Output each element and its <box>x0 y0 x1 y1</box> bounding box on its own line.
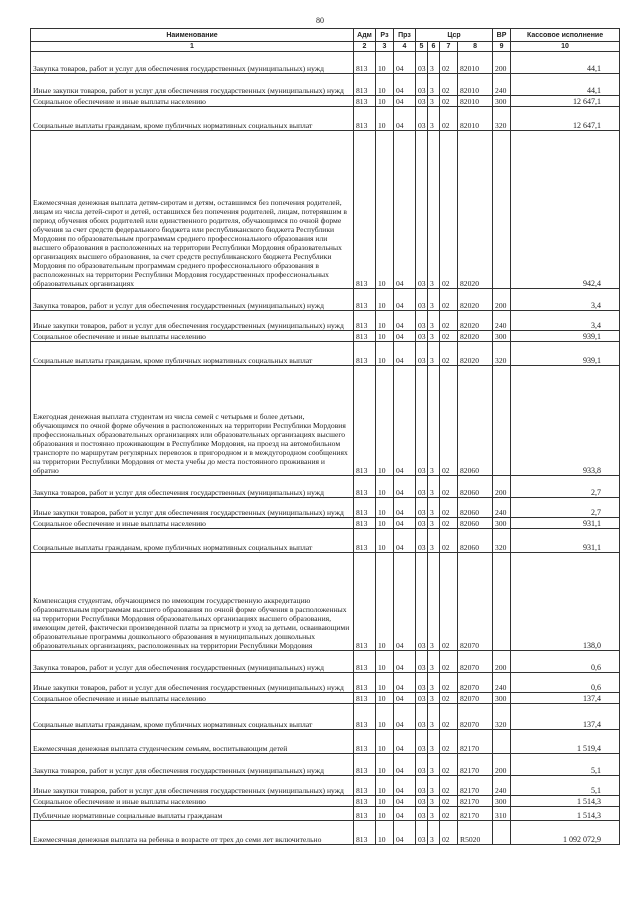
amount-value: 2,7 <box>511 476 620 498</box>
adm-code: 813 <box>354 730 376 754</box>
csr-subprogram: 3 <box>428 476 440 498</box>
csr-subprogram: 3 <box>428 96 440 107</box>
column-number: 10 <box>511 42 620 52</box>
table-row <box>31 289 620 311</box>
csr-direction: 82020 <box>458 342 493 366</box>
amount-value: 2,7 <box>511 498 620 518</box>
csr-event: 02 <box>440 796 458 807</box>
csr-subprogram: 3 <box>428 74 440 96</box>
csr-event: 02 <box>440 498 458 518</box>
vr-code: 200 <box>493 476 511 498</box>
table-row <box>31 74 620 96</box>
row-name: Ежемесячная денежная выплата детям-сиротам и детям, оставшимся без попечения родителей, лицам из числа детей-сирот и детей, оставшихся без попечения родителей, лицам, потерявшим в период обучения обоих родителей или единственного родителя, обучающимся по очной форме обучения за счет средств федерального бюджета или республиканского бюджета Республики Мордовия по образовательным программам среднего профессионального образования или высшего образования в расположенных на территории Республики Мордовия образовательных организациях высшего образования, за счет средств республиканского бюджета Республики Мордовия по образовательным программам среднего профессионального образования в расположенных на территории Республики Мордовия государственных профессиональных образовательных организациях <box>31 131 354 289</box>
amount-value: 931,1 <box>511 518 620 529</box>
vr-code <box>493 821 511 845</box>
csr-event: 02 <box>440 289 458 311</box>
vr-code <box>493 131 511 289</box>
csr-direction: 82060 <box>458 476 493 498</box>
rz-code: 10 <box>376 518 394 529</box>
csr-program: 03 <box>416 107 428 131</box>
csr-program: 03 <box>416 776 428 796</box>
column-number: 5 <box>416 42 428 52</box>
csr-event: 02 <box>440 754 458 776</box>
amount-value: 44,1 <box>511 52 620 74</box>
amount-value: 933,8 <box>511 366 620 476</box>
csr-direction: 82170 <box>458 796 493 807</box>
adm-code: 813 <box>354 96 376 107</box>
csr-direction: 82170 <box>458 776 493 796</box>
csr-direction: 82070 <box>458 553 493 651</box>
amount-value: 931,1 <box>511 529 620 553</box>
prz-code: 04 <box>394 821 416 845</box>
rz-code: 10 <box>376 796 394 807</box>
vr-code: 200 <box>493 289 511 311</box>
csr-event: 02 <box>440 342 458 366</box>
vr-code: 200 <box>493 754 511 776</box>
rz-code: 10 <box>376 673 394 693</box>
prz-code: 04 <box>394 518 416 529</box>
row-name: Ежемесячная денежная выплата на ребенка в возрасте от трех до семи лет включительно <box>31 821 354 845</box>
row-name: Закупка товаров, работ и услуг для обеспечения государственных (муниципальных) нужд <box>31 289 354 311</box>
csr-program: 03 <box>416 498 428 518</box>
vr-code: 240 <box>493 311 511 331</box>
adm-code: 813 <box>354 52 376 74</box>
rz-code: 10 <box>376 476 394 498</box>
column-number: 2 <box>354 42 376 52</box>
row-name: Закупка товаров, работ и услуг для обеспечения государственных (муниципальных) нужд <box>31 754 354 776</box>
csr-event: 02 <box>440 331 458 342</box>
csr-direction: 82010 <box>458 52 493 74</box>
row-name: Публичные нормативные социальные выплаты гражданам <box>31 807 354 821</box>
vr-code: 320 <box>493 704 511 730</box>
csr-direction: 82060 <box>458 529 493 553</box>
row-name: Социальные выплаты гражданам, кроме публичных нормативных социальных выплат <box>31 704 354 730</box>
vr-code: 240 <box>493 776 511 796</box>
prz-code: 04 <box>394 331 416 342</box>
rz-code: 10 <box>376 704 394 730</box>
csr-subprogram: 3 <box>428 366 440 476</box>
row-name: Закупка товаров, работ и услуг для обеспечения государственных (муниципальных) нужд <box>31 52 354 74</box>
prz-code: 04 <box>394 74 416 96</box>
vr-code: 300 <box>493 518 511 529</box>
table-row <box>31 730 620 754</box>
row-name: Социальное обеспечение и иные выплаты населению <box>31 693 354 704</box>
csr-program: 03 <box>416 342 428 366</box>
csr-direction: 82070 <box>458 693 493 704</box>
amount-value: 137,4 <box>511 693 620 704</box>
header-adm: Адм <box>354 29 376 42</box>
row-name: Ежегодная денежная выплата студентам из числа семей с четырьмя и более детьми, обучающимся по очной форме обучения в расположенных на территории Республики Мордовия профессиональных образовательных организациях или образовательных организациях высшего образования и постоянно проживающим в Республике Мордовия, на проезд на автомобильном транспорте по маршрутам регулярных перевозок в пригородном и в междугородном сообщениях на территории Республики Мордовия от места учебы до места постоянного проживания и обратно <box>31 366 354 476</box>
csr-event: 02 <box>440 807 458 821</box>
adm-code: 813 <box>354 553 376 651</box>
csr-program: 03 <box>416 754 428 776</box>
rz-code: 10 <box>376 366 394 476</box>
prz-code: 04 <box>394 673 416 693</box>
table-row <box>31 821 620 845</box>
csr-subprogram: 3 <box>428 498 440 518</box>
csr-program: 03 <box>416 704 428 730</box>
csr-program: 03 <box>416 366 428 476</box>
csr-program: 03 <box>416 96 428 107</box>
adm-code: 813 <box>354 807 376 821</box>
csr-subprogram: 3 <box>428 342 440 366</box>
csr-direction: 82010 <box>458 107 493 131</box>
table-row <box>31 476 620 498</box>
table-row <box>31 693 620 704</box>
vr-code: 200 <box>493 52 511 74</box>
row-name: Социальное обеспечение и иные выплаты населению <box>31 796 354 807</box>
prz-code: 04 <box>394 693 416 704</box>
header-row <box>31 29 620 42</box>
column-number: 7 <box>440 42 458 52</box>
vr-code: 300 <box>493 96 511 107</box>
column-number: 8 <box>458 42 493 52</box>
row-name: Иные закупки товаров, работ и услуг для обеспечения государственных (муниципальных) нужд <box>31 776 354 796</box>
prz-code: 04 <box>394 730 416 754</box>
rz-code: 10 <box>376 807 394 821</box>
table-row <box>31 704 620 730</box>
csr-subprogram: 3 <box>428 289 440 311</box>
prz-code: 04 <box>394 498 416 518</box>
csr-program: 03 <box>416 131 428 289</box>
csr-subprogram: 3 <box>428 331 440 342</box>
csr-subprogram: 3 <box>428 776 440 796</box>
amount-value: 0,6 <box>511 673 620 693</box>
adm-code: 813 <box>354 821 376 845</box>
rz-code: 10 <box>376 776 394 796</box>
prz-code: 04 <box>394 342 416 366</box>
csr-direction: 82170 <box>458 730 493 754</box>
prz-code: 04 <box>394 776 416 796</box>
csr-program: 03 <box>416 673 428 693</box>
rz-code: 10 <box>376 553 394 651</box>
rz-code: 10 <box>376 331 394 342</box>
prz-code: 04 <box>394 704 416 730</box>
prz-code: 04 <box>394 553 416 651</box>
adm-code: 813 <box>354 342 376 366</box>
table-row <box>31 131 620 289</box>
csr-event: 02 <box>440 529 458 553</box>
adm-code: 813 <box>354 476 376 498</box>
csr-event: 02 <box>440 311 458 331</box>
rz-code: 10 <box>376 52 394 74</box>
row-name: Компенсация студентам, обучающимся по имеющим государственную аккредитацию образовательным программам высшего образования по очной форме обучения в расположенных на территории Республики Мордовия образовательных организациях высшего образования, имеющим детей, фактически произведенной платы за присмотр и уход за детьми, осваивающими образовательные программы дошкольного образования в муниципальных дошкольных образовательных организациях, расположенных на территории Республики Мордовия <box>31 553 354 651</box>
column-number: 9 <box>493 42 511 52</box>
prz-code: 04 <box>394 651 416 673</box>
csr-subprogram: 3 <box>428 52 440 74</box>
vr-code: 320 <box>493 107 511 131</box>
csr-subprogram: 3 <box>428 131 440 289</box>
header-name: Наименование <box>31 29 354 42</box>
csr-direction: 82070 <box>458 704 493 730</box>
adm-code: 813 <box>354 796 376 807</box>
vr-code <box>493 730 511 754</box>
rz-code: 10 <box>376 651 394 673</box>
rz-code: 10 <box>376 693 394 704</box>
table-row <box>31 107 620 131</box>
rz-code: 10 <box>376 821 394 845</box>
table-row <box>31 366 620 476</box>
vr-code: 300 <box>493 693 511 704</box>
csr-subprogram: 3 <box>428 529 440 553</box>
table-row <box>31 754 620 776</box>
vr-code <box>493 366 511 476</box>
column-number: 4 <box>394 42 416 52</box>
vr-code: 320 <box>493 342 511 366</box>
prz-code: 04 <box>394 311 416 331</box>
rz-code: 10 <box>376 529 394 553</box>
rz-code: 10 <box>376 754 394 776</box>
vr-code: 240 <box>493 74 511 96</box>
row-name: Социальные выплаты гражданам, кроме публичных нормативных социальных выплат <box>31 342 354 366</box>
csr-program: 03 <box>416 52 428 74</box>
amount-value: 137,4 <box>511 704 620 730</box>
csr-event: 02 <box>440 673 458 693</box>
amount-value: 1 519,4 <box>511 730 620 754</box>
table-row <box>31 796 620 807</box>
csr-event: 02 <box>440 553 458 651</box>
row-name: Иные закупки товаров, работ и услуг для обеспечения государственных (муниципальных) нужд <box>31 74 354 96</box>
csr-program: 03 <box>416 730 428 754</box>
csr-direction: 82020 <box>458 331 493 342</box>
adm-code: 813 <box>354 289 376 311</box>
prz-code: 04 <box>394 476 416 498</box>
vr-code: 300 <box>493 796 511 807</box>
vr-code: 300 <box>493 331 511 342</box>
row-name: Социальные выплаты гражданам, кроме публичных нормативных социальных выплат <box>31 107 354 131</box>
adm-code: 813 <box>354 704 376 730</box>
table-row <box>31 529 620 553</box>
table-row <box>31 518 620 529</box>
csr-program: 03 <box>416 518 428 529</box>
adm-code: 813 <box>354 673 376 693</box>
row-name: Закупка товаров, работ и услуг для обеспечения государственных (муниципальных) нужд <box>31 651 354 673</box>
rz-code: 10 <box>376 498 394 518</box>
csr-program: 03 <box>416 553 428 651</box>
csr-event: 02 <box>440 96 458 107</box>
table-row <box>31 331 620 342</box>
adm-code: 813 <box>354 498 376 518</box>
amount-value: 939,1 <box>511 331 620 342</box>
csr-event: 02 <box>440 74 458 96</box>
csr-subprogram: 3 <box>428 796 440 807</box>
csr-subprogram: 3 <box>428 704 440 730</box>
csr-program: 03 <box>416 807 428 821</box>
rz-code: 10 <box>376 730 394 754</box>
csr-subprogram: 3 <box>428 311 440 331</box>
amount-value: 5,1 <box>511 754 620 776</box>
prz-code: 04 <box>394 754 416 776</box>
amount-value: 138,0 <box>511 553 620 651</box>
adm-code: 813 <box>354 74 376 96</box>
csr-program: 03 <box>416 821 428 845</box>
csr-event: 02 <box>440 651 458 673</box>
rz-code: 10 <box>376 131 394 289</box>
csr-subprogram: 3 <box>428 107 440 131</box>
csr-direction: R5020 <box>458 821 493 845</box>
rz-code: 10 <box>376 342 394 366</box>
adm-code: 813 <box>354 518 376 529</box>
row-name: Социальное обеспечение и иные выплаты населению <box>31 331 354 342</box>
vr-code: 200 <box>493 651 511 673</box>
csr-event: 02 <box>440 821 458 845</box>
header-prz: Прз <box>394 29 416 42</box>
csr-program: 03 <box>416 289 428 311</box>
amount-value: 1 514,3 <box>511 796 620 807</box>
csr-subprogram: 3 <box>428 673 440 693</box>
csr-program: 03 <box>416 651 428 673</box>
adm-code: 813 <box>354 529 376 553</box>
prz-code: 04 <box>394 289 416 311</box>
column-number: 6 <box>428 42 440 52</box>
csr-program: 03 <box>416 796 428 807</box>
vr-code: 310 <box>493 807 511 821</box>
adm-code: 813 <box>354 651 376 673</box>
adm-code: 813 <box>354 311 376 331</box>
header-vr: ВР <box>493 29 511 42</box>
table-row <box>31 776 620 796</box>
prz-code: 04 <box>394 529 416 553</box>
csr-direction: 82020 <box>458 131 493 289</box>
csr-event: 02 <box>440 730 458 754</box>
column-number: 1 <box>31 42 354 52</box>
column-number-row <box>31 42 620 52</box>
row-name: Иные закупки товаров, работ и услуг для обеспечения государственных (муниципальных) нужд <box>31 311 354 331</box>
page-number: 80 <box>316 16 324 25</box>
budget-table <box>30 28 620 845</box>
row-name: Социальное обеспечение и иные выплаты населению <box>31 96 354 107</box>
row-name: Иные закупки товаров, работ и услуг для обеспечения государственных (муниципальных) нужд <box>31 673 354 693</box>
csr-subprogram: 3 <box>428 693 440 704</box>
rz-code: 10 <box>376 96 394 107</box>
csr-direction: 82170 <box>458 754 493 776</box>
adm-code: 813 <box>354 331 376 342</box>
csr-subprogram: 3 <box>428 821 440 845</box>
csr-event: 02 <box>440 366 458 476</box>
adm-code: 813 <box>354 107 376 131</box>
csr-event: 02 <box>440 693 458 704</box>
csr-program: 03 <box>416 74 428 96</box>
adm-code: 813 <box>354 366 376 476</box>
csr-direction: 82010 <box>458 96 493 107</box>
amount-value: 12 647,1 <box>511 96 620 107</box>
amount-value: 1 514,3 <box>511 807 620 821</box>
csr-subprogram: 3 <box>428 651 440 673</box>
adm-code: 813 <box>354 754 376 776</box>
csr-subprogram: 3 <box>428 730 440 754</box>
csr-event: 02 <box>440 518 458 529</box>
csr-program: 03 <box>416 311 428 331</box>
csr-event: 02 <box>440 704 458 730</box>
amount-value: 1 092 072,9 <box>511 821 620 845</box>
table-row <box>31 673 620 693</box>
row-name: Ежемесячная денежная выплата студенческим семьям, воспитывающим детей <box>31 730 354 754</box>
rz-code: 10 <box>376 289 394 311</box>
csr-subprogram: 3 <box>428 754 440 776</box>
prz-code: 04 <box>394 107 416 131</box>
csr-direction: 82020 <box>458 311 493 331</box>
header-csr: Цср <box>416 29 493 42</box>
table-row <box>31 807 620 821</box>
csr-subprogram: 3 <box>428 518 440 529</box>
table-body <box>31 52 620 845</box>
row-name: Социальные выплаты гражданам, кроме публичных нормативных социальных выплат <box>31 529 354 553</box>
csr-program: 03 <box>416 693 428 704</box>
row-name: Закупка товаров, работ и услуг для обеспечения государственных (муниципальных) нужд <box>31 476 354 498</box>
row-name: Иные закупки товаров, работ и услуг для обеспечения государственных (муниципальных) нужд <box>31 498 354 518</box>
rz-code: 10 <box>376 107 394 131</box>
prz-code: 04 <box>394 131 416 289</box>
table-row <box>31 553 620 651</box>
amount-value: 5,1 <box>511 776 620 796</box>
prz-code: 04 <box>394 96 416 107</box>
csr-direction: 82010 <box>458 74 493 96</box>
vr-code: 240 <box>493 673 511 693</box>
vr-code: 320 <box>493 529 511 553</box>
csr-direction: 82070 <box>458 651 493 673</box>
csr-program: 03 <box>416 529 428 553</box>
amount-value: 3,4 <box>511 311 620 331</box>
prz-code: 04 <box>394 52 416 74</box>
csr-direction: 82060 <box>458 498 493 518</box>
csr-event: 02 <box>440 476 458 498</box>
header-rz: Рз <box>376 29 394 42</box>
table-row <box>31 342 620 366</box>
header-amount: Кассовое исполнение <box>511 29 620 42</box>
column-number: 3 <box>376 42 394 52</box>
prz-code: 04 <box>394 366 416 476</box>
csr-event: 02 <box>440 52 458 74</box>
table-row <box>31 311 620 331</box>
rz-code: 10 <box>376 74 394 96</box>
prz-code: 04 <box>394 796 416 807</box>
csr-event: 02 <box>440 107 458 131</box>
amount-value: 12 647,1 <box>511 107 620 131</box>
prz-code: 04 <box>394 807 416 821</box>
csr-program: 03 <box>416 476 428 498</box>
amount-value: 44,1 <box>511 74 620 96</box>
adm-code: 813 <box>354 131 376 289</box>
amount-value: 942,4 <box>511 131 620 289</box>
csr-subprogram: 3 <box>428 807 440 821</box>
csr-event: 02 <box>440 131 458 289</box>
csr-direction: 82070 <box>458 673 493 693</box>
amount-value: 3,4 <box>511 289 620 311</box>
rz-code: 10 <box>376 311 394 331</box>
vr-code <box>493 553 511 651</box>
csr-direction: 82170 <box>458 807 493 821</box>
csr-direction: 82060 <box>458 366 493 476</box>
csr-event: 02 <box>440 776 458 796</box>
csr-program: 03 <box>416 331 428 342</box>
adm-code: 813 <box>354 776 376 796</box>
csr-subprogram: 3 <box>428 553 440 651</box>
csr-direction: 82060 <box>458 518 493 529</box>
table-row <box>31 498 620 518</box>
row-name: Социальное обеспечение и иные выплаты населению <box>31 518 354 529</box>
amount-value: 0,6 <box>511 651 620 673</box>
table-row <box>31 52 620 74</box>
amount-value: 939,1 <box>511 342 620 366</box>
csr-direction: 82020 <box>458 289 493 311</box>
adm-code: 813 <box>354 693 376 704</box>
table-row <box>31 96 620 107</box>
vr-code: 240 <box>493 498 511 518</box>
table-row <box>31 651 620 673</box>
